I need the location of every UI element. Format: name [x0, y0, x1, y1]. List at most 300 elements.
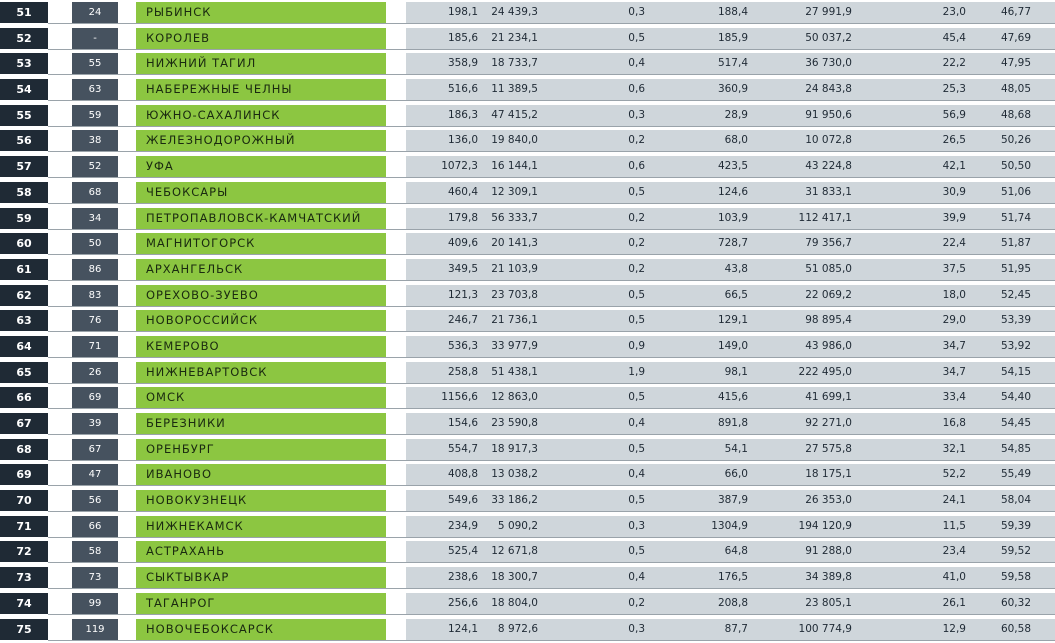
value-cell-3: 0,4 [562, 53, 648, 74]
value-cell-7: 60,58 [968, 619, 1055, 640]
value-cell-3: 0,2 [562, 233, 648, 254]
value-cell-1: 1156,6 [406, 387, 482, 408]
value-cell-6: 41,0 [872, 567, 968, 588]
city-name-cell: ОРЕХОВО-ЗУЕВО [136, 285, 386, 306]
value-cell-6: 12,9 [872, 619, 968, 640]
row-divider [48, 357, 1055, 358]
table-row [0, 488, 1055, 514]
row-divider [48, 306, 1055, 307]
value-cell-3: 0,5 [562, 310, 648, 331]
value-cell-6: 34,7 [872, 362, 968, 383]
table-row [0, 257, 1055, 283]
value-cell-2: 21 736,1 [482, 310, 562, 331]
value-cell-2: 18 300,7 [482, 567, 562, 588]
rank-cell: 74 [0, 593, 48, 614]
value-cell-4: 103,9 [648, 208, 750, 229]
rank-cell: 75 [0, 619, 48, 640]
value-cell-5: 10 072,8 [750, 130, 872, 151]
city-name-cell: ТАГАНРОГ [136, 593, 386, 614]
previous-rank-cell: 50 [72, 233, 118, 254]
row-divider [48, 151, 1055, 152]
value-cell-4: 208,8 [648, 593, 750, 614]
value-cell-1: 136,0 [406, 130, 482, 151]
value-cell-7: 48,68 [968, 105, 1055, 126]
value-cell-1: 179,8 [406, 208, 482, 229]
previous-rank-cell: 56 [72, 490, 118, 511]
value-cell-4: 43,8 [648, 259, 750, 280]
table-row [0, 437, 1055, 463]
value-cell-7: 55,49 [968, 464, 1055, 485]
value-cell-5: 31 833,1 [750, 182, 872, 203]
value-cell-6: 32,1 [872, 439, 968, 460]
value-cell-3: 0,5 [562, 285, 648, 306]
city-name-cell: АРХАНГЕЛЬСК [136, 259, 386, 280]
value-cell-4: 129,1 [648, 310, 750, 331]
value-cell-6: 56,9 [872, 105, 968, 126]
value-cell-6: 16,8 [872, 413, 968, 434]
city-name-cell: ИВАНОВО [136, 464, 386, 485]
value-cell-6: 26,5 [872, 130, 968, 151]
value-cell-4: 54,1 [648, 439, 750, 460]
previous-rank-cell: 66 [72, 516, 118, 537]
value-cell-5: 41 699,1 [750, 387, 872, 408]
value-cell-4: 68,0 [648, 130, 750, 151]
value-cell-4: 66,5 [648, 285, 750, 306]
row-divider [48, 383, 1055, 384]
rank-cell: 59 [0, 208, 48, 229]
value-cell-2: 16 144,1 [482, 156, 562, 177]
value-cell-7: 60,32 [968, 593, 1055, 614]
value-cell-6: 23,0 [872, 2, 968, 23]
value-cell-1: 124,1 [406, 619, 482, 640]
row-divider [48, 126, 1055, 127]
value-cell-5: 27 991,9 [750, 2, 872, 23]
rank-cell: 71 [0, 516, 48, 537]
previous-rank-cell: 119 [72, 619, 118, 640]
table-row [0, 539, 1055, 565]
previous-rank-cell: 99 [72, 593, 118, 614]
rank-cell: 73 [0, 567, 48, 588]
value-cell-2: 12 863,0 [482, 387, 562, 408]
value-cell-5: 50 037,2 [750, 28, 872, 49]
value-cell-7: 59,39 [968, 516, 1055, 537]
city-name-cell: НИЖНЕВАРТОВСК [136, 362, 386, 383]
value-cell-1: 234,9 [406, 516, 482, 537]
value-cell-2: 5 090,2 [482, 516, 562, 537]
rank-cell: 68 [0, 439, 48, 460]
value-cell-3: 0,6 [562, 79, 648, 100]
rank-cell: 52 [0, 28, 48, 49]
value-cell-2: 24 439,3 [482, 2, 562, 23]
city-name-cell: КЕМЕРОВО [136, 336, 386, 357]
table-row [0, 128, 1055, 154]
value-cell-7: 46,77 [968, 2, 1055, 23]
value-cell-5: 98 895,4 [750, 310, 872, 331]
value-cell-2: 11 389,5 [482, 79, 562, 100]
value-cell-7: 52,45 [968, 285, 1055, 306]
city-name-cell: НИЖНЕКАМСК [136, 516, 386, 537]
table-row [0, 103, 1055, 129]
value-cell-5: 36 730,0 [750, 53, 872, 74]
value-cell-5: 91 950,6 [750, 105, 872, 126]
rank-cell: 65 [0, 362, 48, 383]
value-cell-1: 246,7 [406, 310, 482, 331]
row-divider [48, 640, 1055, 641]
value-cell-6: 33,4 [872, 387, 968, 408]
city-name-cell: НИЖНИЙ ТАГИЛ [136, 53, 386, 74]
previous-rank-cell: 24 [72, 2, 118, 23]
rank-cell: 66 [0, 387, 48, 408]
value-cell-1: 358,9 [406, 53, 482, 74]
value-cell-1: 536,3 [406, 336, 482, 357]
city-name-cell: МАГНИТОГОРСК [136, 233, 386, 254]
value-cell-2: 18 804,0 [482, 593, 562, 614]
row-divider [48, 49, 1055, 50]
value-cell-5: 112 417,1 [750, 208, 872, 229]
value-cell-1: 516,6 [406, 79, 482, 100]
value-cell-1: 238,6 [406, 567, 482, 588]
value-cell-4: 87,7 [648, 619, 750, 640]
previous-rank-cell: 26 [72, 362, 118, 383]
previous-rank-cell: 52 [72, 156, 118, 177]
value-cell-1: 460,4 [406, 182, 482, 203]
row-divider [48, 588, 1055, 589]
table-row [0, 77, 1055, 103]
table-row [0, 385, 1055, 411]
value-cell-4: 66,0 [648, 464, 750, 485]
value-cell-4: 423,5 [648, 156, 750, 177]
rank-cell: 64 [0, 336, 48, 357]
value-cell-4: 387,9 [648, 490, 750, 511]
table-row [0, 26, 1055, 52]
value-cell-5: 18 175,1 [750, 464, 872, 485]
previous-rank-cell: 68 [72, 182, 118, 203]
value-cell-3: 0,6 [562, 156, 648, 177]
value-cell-1: 154,6 [406, 413, 482, 434]
rank-cell: 69 [0, 464, 48, 485]
row-divider [48, 229, 1055, 230]
value-cell-4: 176,5 [648, 567, 750, 588]
value-cell-3: 0,5 [562, 28, 648, 49]
city-name-cell: АСТРАХАНЬ [136, 541, 386, 562]
value-cell-2: 33 186,2 [482, 490, 562, 511]
value-cell-2: 21 103,9 [482, 259, 562, 280]
table-row [0, 462, 1055, 488]
value-cell-5: 24 843,8 [750, 79, 872, 100]
city-name-cell: РЫБИНСК [136, 2, 386, 23]
value-cell-5: 26 353,0 [750, 490, 872, 511]
value-cell-6: 22,4 [872, 233, 968, 254]
value-cell-1: 256,6 [406, 593, 482, 614]
city-name-cell: ОРЕНБУРГ [136, 439, 386, 460]
value-cell-6: 42,1 [872, 156, 968, 177]
table-row [0, 206, 1055, 232]
row-divider [48, 74, 1055, 75]
previous-rank-cell: 63 [72, 79, 118, 100]
value-cell-3: 0,4 [562, 464, 648, 485]
rank-cell: 53 [0, 53, 48, 74]
value-cell-6: 18,0 [872, 285, 968, 306]
row-divider [48, 485, 1055, 486]
rank-cell: 51 [0, 2, 48, 23]
previous-rank-cell: - [72, 28, 118, 49]
row-divider [48, 254, 1055, 255]
city-name-cell: ОМСК [136, 387, 386, 408]
city-name-cell: УФА [136, 156, 386, 177]
value-cell-1: 554,7 [406, 439, 482, 460]
rank-cell: 56 [0, 130, 48, 151]
value-cell-7: 47,69 [968, 28, 1055, 49]
city-name-cell: КОРОЛЕВ [136, 28, 386, 49]
table-row [0, 411, 1055, 437]
rank-cell: 63 [0, 310, 48, 331]
value-cell-5: 43 224,8 [750, 156, 872, 177]
table-row [0, 591, 1055, 617]
value-cell-2: 23 590,8 [482, 413, 562, 434]
rank-cell: 67 [0, 413, 48, 434]
value-cell-4: 64,8 [648, 541, 750, 562]
previous-rank-cell: 55 [72, 53, 118, 74]
rank-cell: 58 [0, 182, 48, 203]
value-cell-6: 26,1 [872, 593, 968, 614]
rank-cell: 70 [0, 490, 48, 511]
value-cell-2: 12 671,8 [482, 541, 562, 562]
value-cell-1: 185,6 [406, 28, 482, 49]
value-cell-5: 27 575,8 [750, 439, 872, 460]
row-divider [48, 460, 1055, 461]
row-divider [48, 280, 1055, 281]
previous-rank-cell: 47 [72, 464, 118, 485]
table-row [0, 231, 1055, 257]
city-name-cell: БЕРЕЗНИКИ [136, 413, 386, 434]
table-row [0, 180, 1055, 206]
value-cell-2: 13 038,2 [482, 464, 562, 485]
value-cell-3: 0,3 [562, 2, 648, 23]
value-cell-1: 198,1 [406, 2, 482, 23]
city-name-cell: НОВОРОССИЙСК [136, 310, 386, 331]
value-cell-4: 185,9 [648, 28, 750, 49]
value-cell-3: 1,9 [562, 362, 648, 383]
value-cell-3: 0,3 [562, 105, 648, 126]
value-cell-2: 19 840,0 [482, 130, 562, 151]
previous-rank-cell: 86 [72, 259, 118, 280]
value-cell-4: 124,6 [648, 182, 750, 203]
value-cell-5: 92 271,0 [750, 413, 872, 434]
city-name-cell: ЖЕЛЕЗНОДОРОЖНЫЙ [136, 130, 386, 151]
value-cell-3: 0,5 [562, 182, 648, 203]
rank-cell: 72 [0, 541, 48, 562]
rank-cell: 55 [0, 105, 48, 126]
row-divider [48, 23, 1055, 24]
city-name-cell: НОВОКУЗНЕЦК [136, 490, 386, 511]
city-name-cell: НАБЕРЕЖНЫЕ ЧЕЛНЫ [136, 79, 386, 100]
value-cell-7: 51,87 [968, 233, 1055, 254]
value-cell-6: 37,5 [872, 259, 968, 280]
value-cell-1: 408,8 [406, 464, 482, 485]
table-row [0, 154, 1055, 180]
value-cell-4: 415,6 [648, 387, 750, 408]
value-cell-7: 59,52 [968, 541, 1055, 562]
value-cell-7: 50,50 [968, 156, 1055, 177]
value-cell-7: 54,85 [968, 439, 1055, 460]
value-cell-1: 186,3 [406, 105, 482, 126]
value-cell-2: 12 309,1 [482, 182, 562, 203]
previous-rank-cell: 71 [72, 336, 118, 357]
value-cell-4: 28,9 [648, 105, 750, 126]
table-row [0, 565, 1055, 591]
previous-rank-cell: 76 [72, 310, 118, 331]
value-cell-2: 8 972,6 [482, 619, 562, 640]
value-cell-2: 20 141,3 [482, 233, 562, 254]
previous-rank-cell: 58 [72, 541, 118, 562]
value-cell-2: 21 234,1 [482, 28, 562, 49]
value-cell-7: 51,74 [968, 208, 1055, 229]
value-cell-2: 18 733,7 [482, 53, 562, 74]
value-cell-6: 24,1 [872, 490, 968, 511]
table-row [0, 308, 1055, 334]
value-cell-1: 525,4 [406, 541, 482, 562]
value-cell-7: 51,95 [968, 259, 1055, 280]
value-cell-4: 149,0 [648, 336, 750, 357]
row-divider [48, 537, 1055, 538]
rank-cell: 54 [0, 79, 48, 100]
value-cell-7: 47,95 [968, 53, 1055, 74]
value-cell-5: 79 356,7 [750, 233, 872, 254]
value-cell-1: 1072,3 [406, 156, 482, 177]
rank-cell: 60 [0, 233, 48, 254]
table-row [0, 617, 1055, 643]
value-cell-1: 349,5 [406, 259, 482, 280]
previous-rank-cell: 39 [72, 413, 118, 434]
value-cell-7: 54,45 [968, 413, 1055, 434]
value-cell-6: 45,4 [872, 28, 968, 49]
row-divider [48, 434, 1055, 435]
row-divider [48, 511, 1055, 512]
previous-rank-cell: 59 [72, 105, 118, 126]
value-cell-3: 0,3 [562, 516, 648, 537]
value-cell-7: 53,92 [968, 336, 1055, 357]
value-cell-6: 30,9 [872, 182, 968, 203]
value-cell-4: 1304,9 [648, 516, 750, 537]
value-cell-5: 51 085,0 [750, 259, 872, 280]
row-divider [48, 331, 1055, 332]
value-cell-1: 121,3 [406, 285, 482, 306]
row-divider [48, 203, 1055, 204]
value-cell-1: 409,6 [406, 233, 482, 254]
row-divider [48, 562, 1055, 563]
value-cell-5: 194 120,9 [750, 516, 872, 537]
rank-cell: 57 [0, 156, 48, 177]
value-cell-2: 51 438,1 [482, 362, 562, 383]
city-name-cell: СЫКТЫВКАР [136, 567, 386, 588]
previous-rank-cell: 38 [72, 130, 118, 151]
value-cell-3: 0,2 [562, 259, 648, 280]
rank-cell: 62 [0, 285, 48, 306]
value-cell-3: 0,2 [562, 593, 648, 614]
value-cell-2: 56 333,7 [482, 208, 562, 229]
value-cell-3: 0,5 [562, 439, 648, 460]
value-cell-6: 34,7 [872, 336, 968, 357]
value-cell-5: 222 495,0 [750, 362, 872, 383]
value-cell-2: 18 917,3 [482, 439, 562, 460]
previous-rank-cell: 34 [72, 208, 118, 229]
value-cell-3: 0,2 [562, 130, 648, 151]
city-name-cell: ПЕТРОПАВЛОВСК-КАМЧАТСКИЙ [136, 208, 386, 229]
value-cell-4: 891,8 [648, 413, 750, 434]
previous-rank-cell: 69 [72, 387, 118, 408]
table-row [0, 51, 1055, 77]
previous-rank-cell: 83 [72, 285, 118, 306]
value-cell-3: 0,9 [562, 336, 648, 357]
value-cell-4: 728,7 [648, 233, 750, 254]
city-name-cell: ЧЕБОКСАРЫ [136, 182, 386, 203]
row-divider [48, 100, 1055, 101]
value-cell-3: 0,5 [562, 541, 648, 562]
value-cell-4: 517,4 [648, 53, 750, 74]
value-cell-2: 47 415,2 [482, 105, 562, 126]
row-divider [48, 177, 1055, 178]
table-row [0, 334, 1055, 360]
value-cell-7: 58,04 [968, 490, 1055, 511]
value-cell-5: 91 288,0 [750, 541, 872, 562]
value-cell-4: 98,1 [648, 362, 750, 383]
value-cell-7: 48,05 [968, 79, 1055, 100]
value-cell-7: 54,15 [968, 362, 1055, 383]
value-cell-3: 0,4 [562, 413, 648, 434]
value-cell-7: 59,58 [968, 567, 1055, 588]
value-cell-1: 549,6 [406, 490, 482, 511]
table-row [0, 360, 1055, 386]
value-cell-6: 39,9 [872, 208, 968, 229]
value-cell-6: 25,3 [872, 79, 968, 100]
city-name-cell: ЮЖНО-САХАЛИНСК [136, 105, 386, 126]
value-cell-5: 22 069,2 [750, 285, 872, 306]
value-cell-1: 258,8 [406, 362, 482, 383]
value-cell-7: 54,40 [968, 387, 1055, 408]
value-cell-3: 0,5 [562, 490, 648, 511]
table-row [0, 0, 1055, 26]
table-row [0, 283, 1055, 309]
value-cell-6: 52,2 [872, 464, 968, 485]
previous-rank-cell: 67 [72, 439, 118, 460]
value-cell-6: 22,2 [872, 53, 968, 74]
value-cell-4: 188,4 [648, 2, 750, 23]
value-cell-3: 0,4 [562, 567, 648, 588]
rank-cell: 61 [0, 259, 48, 280]
value-cell-5: 23 805,1 [750, 593, 872, 614]
value-cell-5: 43 986,0 [750, 336, 872, 357]
value-cell-6: 11,5 [872, 516, 968, 537]
value-cell-2: 23 703,8 [482, 285, 562, 306]
row-divider [48, 408, 1055, 409]
previous-rank-cell: 73 [72, 567, 118, 588]
table-row [0, 514, 1055, 540]
value-cell-3: 0,3 [562, 619, 648, 640]
value-cell-7: 51,06 [968, 182, 1055, 203]
value-cell-7: 50,26 [968, 130, 1055, 151]
value-cell-3: 0,2 [562, 208, 648, 229]
city-name-cell: НОВОЧЕБОКСАРСК [136, 619, 386, 640]
value-cell-5: 34 389,8 [750, 567, 872, 588]
value-cell-4: 360,9 [648, 79, 750, 100]
row-divider [48, 614, 1055, 615]
value-cell-2: 33 977,9 [482, 336, 562, 357]
value-cell-3: 0,5 [562, 387, 648, 408]
value-cell-6: 23,4 [872, 541, 968, 562]
value-cell-6: 29,0 [872, 310, 968, 331]
value-cell-7: 53,39 [968, 310, 1055, 331]
value-cell-5: 100 774,9 [750, 619, 872, 640]
